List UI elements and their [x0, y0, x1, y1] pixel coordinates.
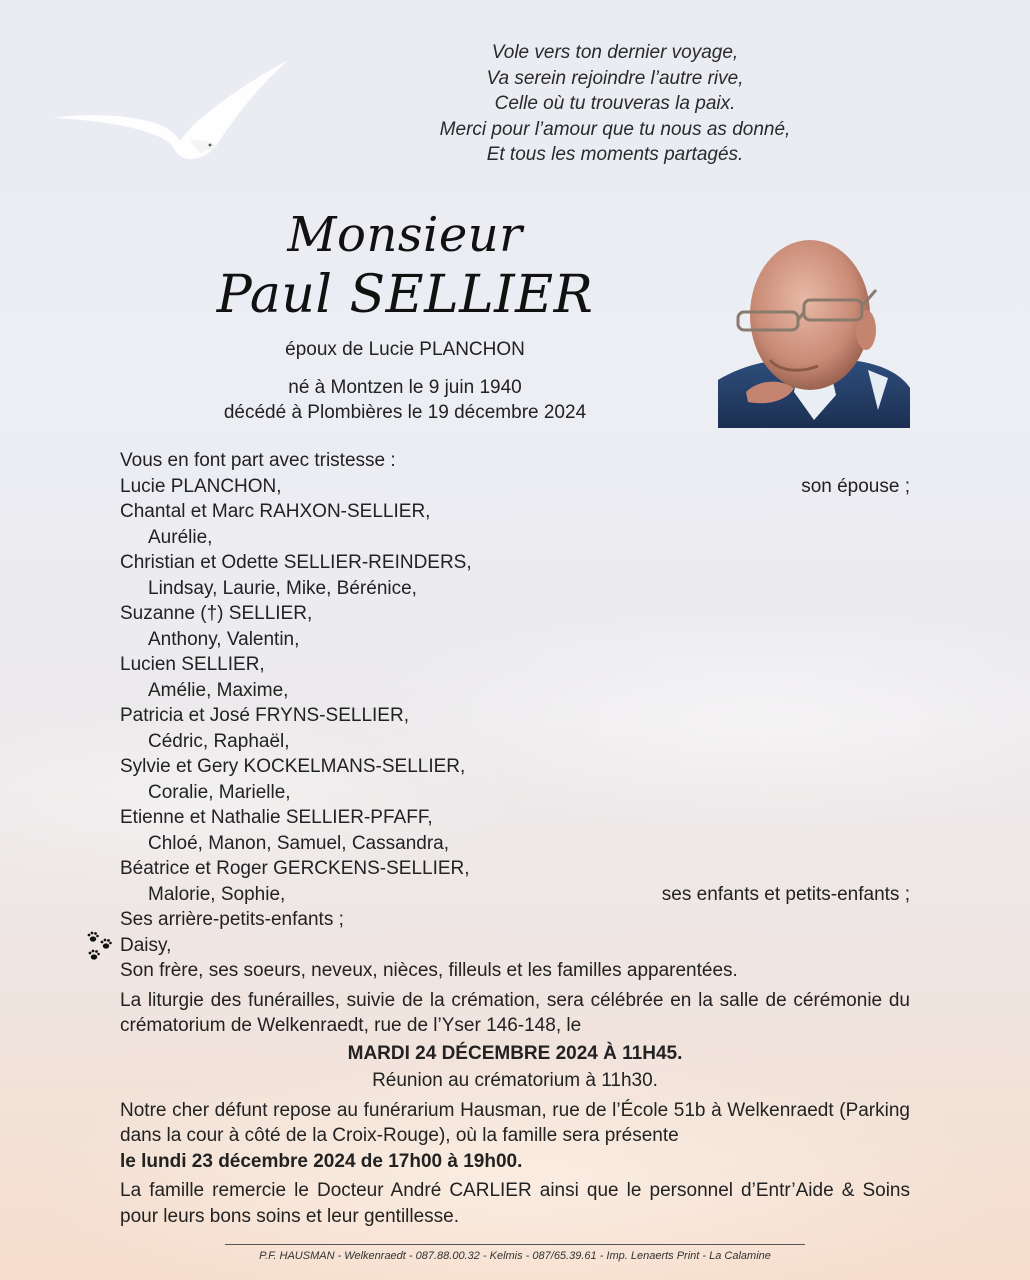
- family-children: Cédric, Raphaël,: [148, 730, 290, 752]
- family-children: Coralie, Marielle,: [148, 781, 291, 803]
- others-line: Son frère, ses soeurs, neveux, nièces, filleuls et les familles apparentées.: [120, 960, 738, 981]
- poem-line: Vole vers ton dernier voyage,: [491, 42, 739, 63]
- family-parents: Suzanne (†) SELLIER,: [120, 603, 313, 624]
- paw-prints-icon: [86, 929, 114, 963]
- great-grandchildren-line: Ses arrière-petits-enfants ;: [120, 909, 344, 930]
- family-children: Amélie, Maxime,: [148, 679, 289, 701]
- pet-name: Daisy,: [120, 934, 172, 956]
- family-parents: Sylvie et Gery KOCKELMANS-SELLIER,: [120, 756, 466, 777]
- family-children: Malorie, Sophie,: [148, 883, 286, 905]
- family-children: Chloé, Manon, Samuel, Cassandra,: [148, 832, 449, 854]
- family-parents: Christian et Odette SELLIER-REINDERS,: [120, 552, 472, 573]
- pet-row: [120, 933, 910, 959]
- ceremony-date: MARDI 24 DÉCEMBRE 2024 À 11H45.: [347, 1042, 683, 1064]
- footer: P.F. HAUSMAN - Welkenraedt - 087.88.00.32 - Kelmis - 087/65.39.61 - Imp. Lenaerts Print - La Calamine: [225, 1244, 805, 1262]
- announcement-body: [120, 448, 910, 1229]
- visit-time: le lundi 23 décembre 2024 de 17h00 à 19h00.: [120, 1150, 523, 1172]
- family-children: Lindsay, Laurie, Mike, Bérénice,: [148, 577, 417, 599]
- deceased-name: Paul SELLIER: [216, 265, 594, 325]
- family-parents: Etienne et Nathalie SELLIER-PFAFF,: [120, 807, 433, 828]
- last-children-row: [120, 882, 910, 908]
- deceased-name-block: [180, 205, 630, 325]
- birth-line: né à Montzen le 9 juin 1940: [288, 377, 522, 398]
- spouse-row: [120, 474, 910, 500]
- family-parents: Chantal et Marc RAHXON-SELLIER,: [120, 501, 431, 522]
- poem-line: Et tous les moments partagés.: [486, 144, 744, 165]
- spouse-role: son épouse ;: [801, 475, 910, 497]
- family-children: Aurélie,: [148, 526, 213, 548]
- rest-paragraph: Notre cher défunt repose au funérarium Hausman, rue de l’École 51b à Welkenraedt (Parking dans la cour à côté de la Croix-Rouge), où la famille sera présente: [120, 1099, 910, 1146]
- family-parents: Béatrice et Roger GERCKENS-SELLIER,: [120, 858, 470, 879]
- deceased-title: Monsieur: [287, 207, 523, 263]
- spouse-line: époux de Lucie PLANCHON: [285, 339, 525, 360]
- portrait-photo: [718, 220, 910, 428]
- liturgy-paragraph: La liturgie des funérailles, suivie de la crémation, sera célébrée en la salle de cérémonie du crématorium de Welkenraedt, rue de l’Yser 146-148, le: [120, 989, 910, 1036]
- poem: [360, 40, 870, 168]
- family-parents: Lucien SELLIER,: [120, 654, 265, 675]
- intro-line: Vous en font part avec tristesse :: [120, 450, 396, 471]
- family-children: Anthony, Valentin,: [148, 628, 300, 650]
- poem-line: Va serein rejoindre l’autre rive,: [486, 67, 744, 89]
- death-line: décédé à Plombières le 19 décembre 2024: [223, 402, 587, 423]
- children-role: ses enfants et petits-enfants ;: [661, 883, 910, 905]
- seagull-icon: [50, 55, 295, 165]
- spouse-name: Lucie PLANCHON,: [120, 475, 282, 497]
- thanks-paragraph: La famille remercie le Docteur André CARLIER ainsi que le personnel d’Entr’Aide & Soins pour leurs bons soins et leur gentillesse.: [120, 1180, 910, 1227]
- poem-line: Celle où tu trouveras la paix.: [494, 93, 736, 114]
- meeting-line: Réunion au crématorium à 11h30.: [372, 1070, 658, 1091]
- poem-line: Merci pour l’amour que tu nous as donné,: [439, 118, 791, 140]
- family-parents: Patricia et José FRYNS-SELLIER,: [120, 705, 409, 726]
